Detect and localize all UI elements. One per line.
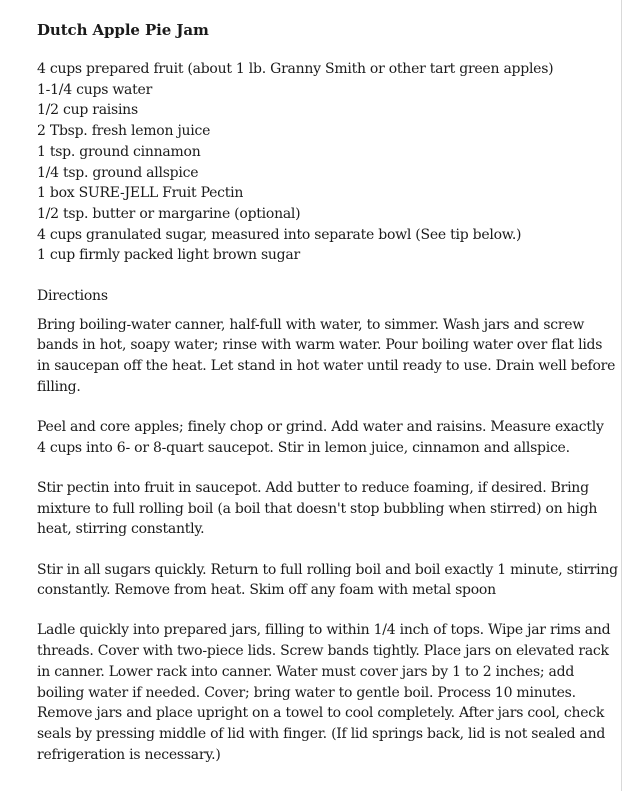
paragraph-line: Stir pectin into fruit in saucepot. Add butter to reduce foaming, if desired. Bring xyxy=(37,479,589,496)
paragraph-line: mixture to full rolling boil (a boil that doesn't stop bubbling when stirred) on high xyxy=(37,500,598,517)
paragraph-line: in canner. Lower rack into canner. Water must cover jars by 1 to 2 inches; add xyxy=(37,663,575,680)
paragraph-line: Bring boiling-water canner, half-full with water, to simmer. Wash jars and screw xyxy=(37,316,585,333)
paragraph-line: Peel and core apples; finely chop or grind. Add water and raisins. Measure exactly xyxy=(37,419,604,436)
ingredient-item: 1 tsp. ground cinnamon xyxy=(37,143,201,160)
ingredient-item: 1 box SURE-JELL Fruit Pectin xyxy=(37,185,244,202)
paragraph-line: Stir in all sugars quickly. Return to full rolling boil and boil exactly 1 minute, stirring xyxy=(37,561,618,578)
direction-paragraph-2 xyxy=(37,417,607,458)
direction-paragraph-1 xyxy=(37,315,616,398)
ingredient-item: 1/4 tsp. ground allspice xyxy=(37,164,199,181)
paragraph-line: in saucepan off the heat. Let stand in hot water until ready to use. Drain well before xyxy=(37,358,616,375)
ingredient-item: 1 cup firmly packed light brown sugar xyxy=(37,247,300,264)
paragraph-line: bands in hot, soapy water; rinse with warm water. Pour boiling water over flat lids xyxy=(37,337,603,354)
paragraph-line: 4 cups into 6- or 8-quart saucepot. Stir in lemon juice, cinnamon and allspice. xyxy=(37,439,570,456)
recipe-content xyxy=(37,19,618,785)
paragraph-line: heat, stirring constantly. xyxy=(37,521,205,538)
ingredient-item: 1/2 tsp. butter or margarine (optional) xyxy=(37,205,301,222)
paragraph-line: boiling water if needed. Cover; bring water to gentle boil. Process 10 minutes. xyxy=(37,684,576,701)
directions-heading: Directions xyxy=(37,288,108,305)
ingredients-list xyxy=(37,59,607,266)
paragraph-line: threads. Cover with two-piece lids. Screw bands tightly. Place jars on elevated rack xyxy=(37,643,609,660)
paragraph-line: Remove jars and place upright on a towel to cool completely. After jars cool, check xyxy=(37,705,605,722)
ingredient-item: 2 Tbsp. fresh lemon juice xyxy=(37,123,211,140)
ingredient-item: 4 cups granulated sugar, measured into separate bowl (See tip below.) xyxy=(37,226,522,243)
paragraph-line: refrigeration is necessary.) xyxy=(37,746,221,763)
ingredient-item: 4 cups prepared fruit (about 1 lb. Granny Smith or other tart green apples) xyxy=(37,61,554,77)
direction-paragraph-5 xyxy=(37,620,611,765)
ingredient-item: 1-1/4 cups water xyxy=(37,81,153,98)
paragraph-line: Ladle quickly into prepared jars, filling to within 1/4 inch of tops. Wipe jar rims and xyxy=(37,622,611,639)
recipe-title: Dutch Apple Pie Jam xyxy=(37,21,209,39)
ingredient-item: 1/2 cup raisins xyxy=(37,102,138,119)
paragraph-line: filling. xyxy=(37,378,81,395)
direction-paragraph-4 xyxy=(37,560,618,601)
paragraph-line: constantly. Remove from heat. Skim off any foam with metal spoon xyxy=(37,582,496,599)
direction-paragraph-3 xyxy=(37,478,607,540)
paragraph-line: seals by pressing middle of lid with finger. (If lid springs back, lid is not sealed and xyxy=(37,725,606,742)
